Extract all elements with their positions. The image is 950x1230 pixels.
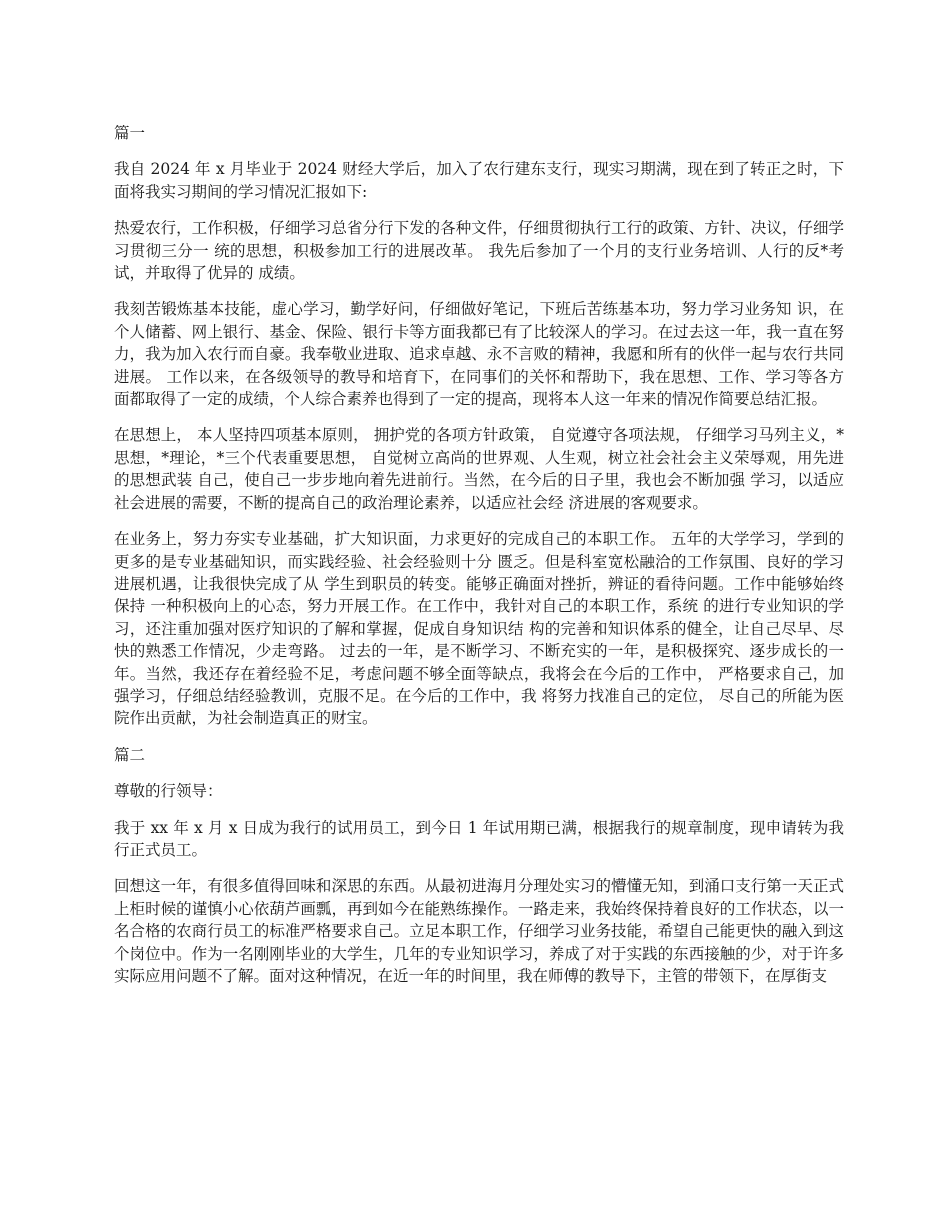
section-title-1: 篇一 bbox=[114, 124, 146, 142]
paragraph: 我自 2024 年 x 月毕业于 2024 财经大学后，加入了农行建东支行，现实习期满，现在到了转正之时，下面将我实习期间的学习情况汇报如下: bbox=[114, 160, 844, 201]
paragraph: 我于 xx 年 x 月 x 日成为我行的试用员工，到今日 1 年试用期已满，根据我行的规章制度，现申请转为我行正式员工。 bbox=[114, 818, 844, 859]
document-page bbox=[114, 122, 844, 1001]
paragraph: 热爱农行，工作积极，仔细学习总省分行下发的各种文件，仔细贯彻执行工行的政策、方针、决议，仔细学习贯彻三分一 统的思想，积极参加工行的进展改革。 我先后参加了一个月的支行业务培训、人行的反*考试，并取得了优异的 成绩。 bbox=[114, 219, 844, 283]
paragraph: 在思想上， 本人坚持四项基本原则， 拥护党的各项方针政策， 自觉遵守各项法规， 仔细学习马列主义，*思想，*理论，*三个代表重要思想， 自觉树立高尚的世界观、人生观，树立社会社会主义荣辱观，用先进的思想武装 自己，使自己一步步地向着先进前行。当然，在今后的日子里，我也会不断加强 学习，以适应社会进展的需要，不断的提高自己的政治理论素养，以适应社会经 济进展的客观要求。 bbox=[114, 426, 844, 512]
salutation: 尊敬的行领导： bbox=[114, 782, 223, 801]
paragraph: 我刻苦锻炼基本技能，虚心学习，勤学好问，仔细做好笔记，下班后苦练基本功，努力学习业务知 识，在个人储蓄、网上银行、基金、保险、银行卡等方面我都已有了比较深人的学习。在过去这一年，我一直在努力，我为加入农行而自豪。我奉敬业进取、追求卓越、永不言败的精神，我愿和所有的伙伴一起与农行共同进展。 工作以来，在各级领导的教导和培育下，在同事们的关怀和帮助下，我在思想、工作、学习等各方面都取得了一定的成绩，个人综合素养也得到了一定的提高，现将本人这一年来的情况作简要总结汇报。 bbox=[114, 300, 844, 409]
paragraph: 在业务上，努力夯实专业基础，扩大知识面，力求更好的完成自己的本职工作。 五年的大学学习，学到的更多的是专业基础知识，而实践经验、社会经验则十分 匮乏。但是科室宽松融洽的工作氛围、良好的学习进展机遇，让我很快完成了从 学生到职员的转变。能够正确面对挫折，辨证的看待问题。工作中能够始终保持 一种积极向上的心态，努力开展工作。在工作中，我针对自己的本职工作，系统 的进行专业知识的学习，还注重加强对医疗知识的了解和掌握，促成自身知识结 构的完善和知识体系的健全，让自己尽早、尽快的熟悉工作情况，少走弯路。 过去的一年，是不断学习、不断充实的一年，是积极探究、逐步成长的一年。当然，我还存在着经验不足，考虑问题不够全面等缺点，我将会在今后的工作中， 严格要求自己，加强学习，仔细总结经验教训，克服不足。在今后的工作中，我 将努力找准自己的定位， 尽自己的所能为医院作出贡献，为社会制造真正的财宝。 bbox=[114, 530, 844, 728]
section-title-2: 篇二 bbox=[114, 745, 146, 764]
paragraph: 回想这一年，有很多值得回味和深思的东西。从最初进海月分理处实习的懵懂无知，到涌口支行第一天正式上柜时候的谨慎小心依葫芦画瓢，再到如今在能熟练操作。一路走来，我始终保持着良好的工作状态，以一名合格的农商行员工的标准严格要求自己。立足本职工作，仔细学习业务技能，希望自己能更快的融入到这个岗位中。作为一名刚刚毕业的大学生，几年的专业知识学习，养成了对于实践的东西接触的少，对于许多实际应用问题不了解。面对这种情况，在近一年的时间里，我在师傅的教导下，主管的带领下，在厚街支 bbox=[114, 877, 844, 985]
